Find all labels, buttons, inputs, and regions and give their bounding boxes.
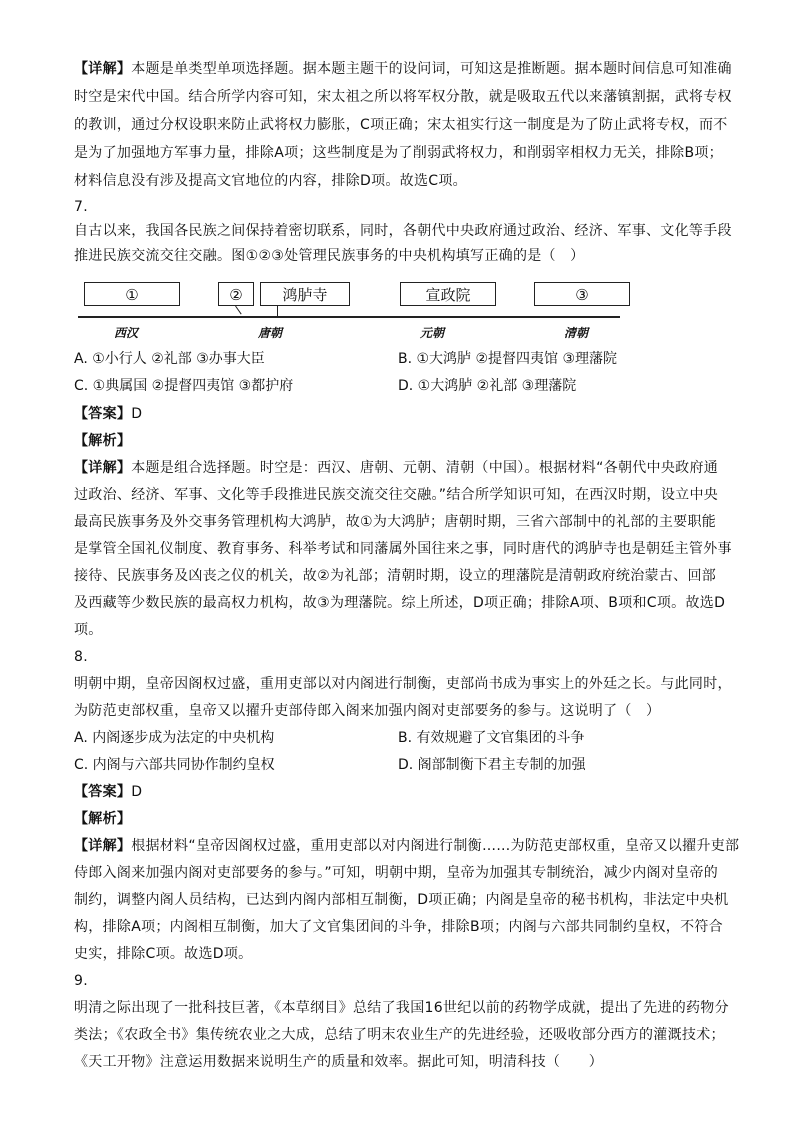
section-tag: 【答案】 xyxy=(74,784,132,800)
section-tag: 【详解】 xyxy=(74,460,132,476)
q8-detail-line: 构，排除A项；内阁相互制衡，加大了文官集团间的斗争，排除B项；内阁与六部共同制约皇权，不符合 xyxy=(74,919,723,935)
q8-detail-line: 【详解】根据材料“皇帝因阁权过盛，重用吏部以对内阁进行制衡……为防范吏部权重，皇帝又以擢升吏部 xyxy=(74,838,740,854)
q7-detail-line: 及西藏等少数民族的最高权力机构，故③为理藩院。综上所述，D项正确；排除A项、B项和C项。故选D xyxy=(74,595,726,611)
q6-detail-line: 的教训，通过分权设职来防止武将权力膨胀，C项正确；宋太祖实行这一制度是为了防止武将专权，而不 xyxy=(74,117,728,133)
q7-option-c: C. ①典属国 ②提督四夷馆 ③都护府 xyxy=(74,378,294,394)
q7-timeline-diagram xyxy=(78,278,638,348)
section-tag: 【详解】 xyxy=(74,61,132,77)
q7-answer: 【答案】D xyxy=(74,406,143,422)
q9-stem-line: 《天工开物》注意运用数据来说明生产的质量和效率。据此可知，明清科技（ ） xyxy=(74,1054,604,1070)
section-tag: 【解析】 xyxy=(74,811,132,827)
q8-answer: 【答案】D xyxy=(74,784,143,800)
q7-detail-line: 接待、民族事务及凶丧之仪的机关，故②为礼部；清朝时期，设立的理藩院是清朝政府统治蒙古、回部 xyxy=(74,568,717,584)
q7-detail-line: 最高民族事务及外交事务管理机构大鸿胪，故①为大鸿胪；唐朝时期，三省六部制中的礼部的主要职能 xyxy=(74,514,717,530)
q8-option-c: C. 内阁与六部共同协作制约皇权 xyxy=(74,757,275,773)
q7-detail-line: 是掌管全国礼仪制度、教育事务、科举考试和同藩属外国往来之事，同时唐代的鸿胪寺也是朝廷主管外事 xyxy=(74,541,732,557)
q8-number: 8. xyxy=(74,649,88,665)
section-tag: 【答案】 xyxy=(74,406,132,422)
q6-detail-line: 是为了加强地方军事力量，排除A项；这些制度是为了削弱武将权力，和削弱宰相权力无关，排除B项； xyxy=(74,145,723,161)
era-xihan: 西汉 xyxy=(114,326,139,340)
q7-number: 7. xyxy=(74,199,88,215)
q7-option-b: B. ①大鸿胪 ②提督四夷馆 ③理藩院 xyxy=(398,351,618,367)
q8-detail-line: 侍郎入阁来加强内阁对吏部要务的参与。”可知，明朝中期，皇帝为加强其专制统治，减少内阁对皇帝的 xyxy=(74,865,719,881)
q7-detail-line: 过政治、经济、军事、文化等手段推进民族交流交往交融。”结合所学知识可知，在西汉时期，设立中央 xyxy=(74,487,719,503)
connector xyxy=(277,306,278,316)
q9-stem-line: 明清之际出现了一批科技巨著，《本草纲目》总结了我国16世纪以前的药物学成就，提出了先进的药物分 xyxy=(74,1000,729,1016)
box-2: ② xyxy=(218,282,254,306)
box-3: ③ xyxy=(534,282,630,306)
q8-option-b: B. 有效规避了文官集团的斗争 xyxy=(398,730,585,746)
timeline-axis xyxy=(78,316,620,318)
q7-stem-line: 自古以来，我国各民族之间保持着密切联系，同时，各朝代中央政府通过政治、经济、军事、文化等手段 xyxy=(74,223,732,239)
q7-analysis xyxy=(74,431,131,451)
q7-option-d: D. ①大鸿胪 ②礼部 ③理藩院 xyxy=(398,378,577,394)
q7-stem-line: 推进民族交流交往交融。图①②③处管理民族事务的中央机构填写正确的是（ ） xyxy=(74,248,585,264)
q8-option-d: D. 阁部制衡下君主专制的加强 xyxy=(398,757,586,773)
q8-detail-line: 制约，调整内阁人员结构，已达到内阁内部相互制衡，D项正确；内阁是皇帝的秘书机构，非法定中央机 xyxy=(74,892,729,908)
era-tang: 唐朝 xyxy=(258,326,283,340)
q6-detail-line: 时空是宋代中国。结合所学内容可知，宋太祖之所以将军权分散，就是吸取五代以来藩镇割据，武将专权 xyxy=(74,89,732,105)
q8-analysis xyxy=(74,809,131,829)
section-tag: 【详解】 xyxy=(74,838,132,854)
section-tag: 【解析】 xyxy=(74,433,132,449)
q7-option-a: A. ①小行人 ②礼部 ③办事大臣 xyxy=(74,351,265,367)
q8-detail-line: 史实，排除C项。故选D项。 xyxy=(74,946,253,962)
q7-detail-line: 项。 xyxy=(74,622,103,638)
box-1: ① xyxy=(84,282,180,306)
q8-stem-line: 为防范吏部权重，皇帝又以擢升吏部侍郎入阁来加强内阁对吏部要务的参与。这说明了（ ） xyxy=(74,703,661,719)
q9-number: 9. xyxy=(74,973,88,989)
q7-detail-line: 【详解】本题是组合选择题。时空是：西汉、唐朝、元朝、清朝（中国）。根据材料“各朝代中央政府通 xyxy=(74,460,719,476)
era-qing: 清朝 xyxy=(564,326,589,340)
box-xuanzheng-yuan: 宣政院 xyxy=(400,282,496,306)
q8-stem-line: 明朝中期，皇帝因阁权过盛，重用吏部以对内阁进行制衡，吏部尚书成为事实上的外廷之长。与此同时， xyxy=(74,676,732,692)
q8-option-a: A. 内阁逐步成为法定的中央机构 xyxy=(74,730,275,746)
connector xyxy=(235,306,242,315)
q6-detail-line: 【详解】本题是单类型单项选择题。据本题主题干的设问词，可知这是推断题。据本题时间信息可知准确 xyxy=(74,61,732,77)
q6-detail-line: 材料信息没有涉及提高文官地位的内容，排除D项。故选C项。 xyxy=(74,173,467,189)
box-honglu-si: 鸿胪寺 xyxy=(260,282,350,306)
q9-stem-line: 类法；《农政全书》集传统农业之大成，总结了明末农业生产的先进经验，还吸收部分西方的灌溉技术； xyxy=(74,1027,725,1043)
era-yuan: 元朝 xyxy=(420,326,445,340)
